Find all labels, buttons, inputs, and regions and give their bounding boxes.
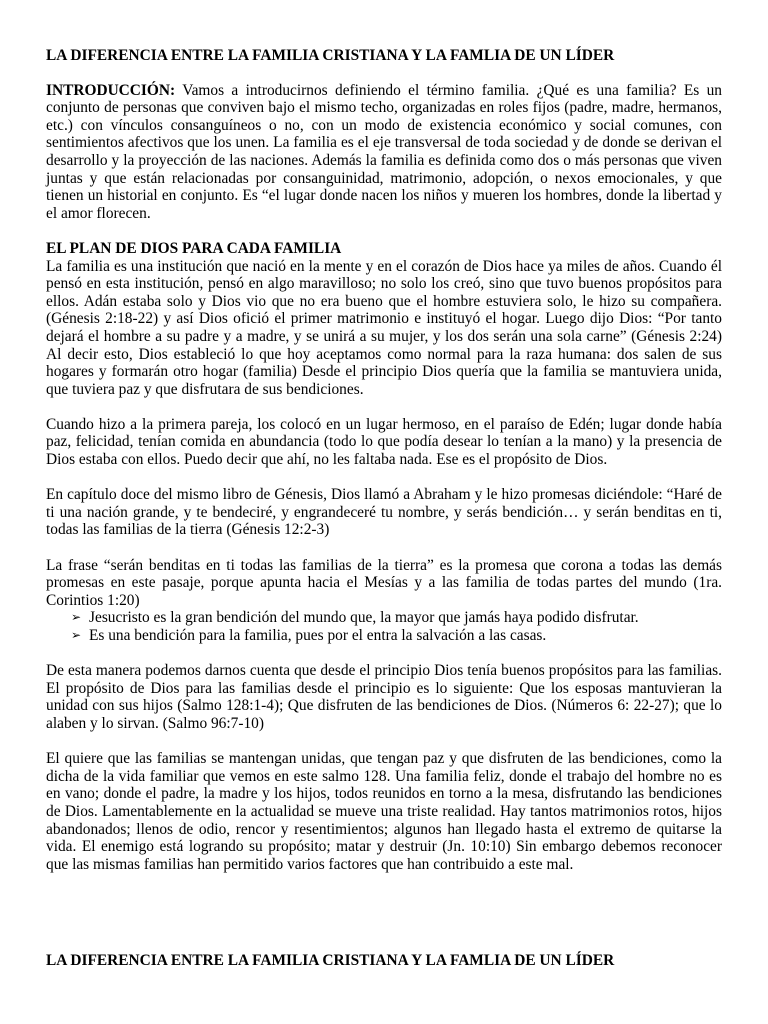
list-item: [46, 609, 722, 627]
paragraph-plan: La familia es una institución que nació en la mente y en el corazón de Dios hace ya miles de años. Cuando él pensó en esta institución, pensó en algo maravilloso; no solo los creó, sino que tuvo buenos propósitos para ellos. Adán estaba solo y Dios vio que no era bueno que el hombre estuviera solo, le hizo su compañera. (Génesis 2:18-22) y así Dios ofició el primer matrimonio e instituyó el hogar. Luego dijo Dios: “Por tanto dejará el hombre a su padre y a madre, y se unirá a su mujer, y los dos serán una sola carne” (Génesis 2:24) Al decir esto, Dios estableció lo que hoy aceptamos como normal para la raza humana: dos salen de sus hogares y formarán otro hogar (familia) Desde el principio Dios quería que la familia se mantuviera unida, que tuviera paz y que disfrutara de sus bendiciones.: [46, 257, 722, 398]
repeated-title: LA DIFERENCIA ENTRE LA FAMILIA CRISTIANA Y LA FAMLIA DE UN LÍDER: [46, 952, 615, 969]
intro-paragraph: [46, 82, 722, 223]
section-title: EL PLAN DE DIOS PARA CADA FAMILIA: [46, 239, 342, 257]
paragraph-eden: Cuando hizo a la primera pareja, los colocó en un lugar hermoso, en el paraíso de Edén; lugar donde había paz, felicidad, tenían comida en abundancia (todo lo que podía desear lo tenían a la mano) y la presencia de Dios estaba con ellos. Puedo decir que ahí, no les faltaba nada. Ese es el propósito de Dios.: [46, 415, 722, 469]
arrowhead-bullet-icon: ➢: [71, 628, 82, 642]
arrowhead-bullet-icon: ➢: [71, 610, 82, 625]
list-item: [46, 627, 722, 645]
intro-text: Vamos a introducirnos definiendo el término familia. ¿Qué es una familia? Es un conjunto de personas que conviven bajo el mismo techo, organizadas en roles fijos (padre, madre, hermanos, etc.) con vínculos consanguíneos o no, con un modo de existencia económico y social comunes, con sentimientos afectivos que los unen. La familia es el eje transversal de toda sociedad y de donde se derivan el desarrollo y la proyección de las naciones. Además la familia es definida como dos o más personas que viven juntas y que están relacionadas por consanguinidad, matrimonio, adopción, o nexos emocionales, y que tienen un historial en conjunto. Es “el lugar donde nacen los niños y mueren los hombres, donde la libertad y el amor florecen.: [46, 81, 722, 222]
bullet-text: Es una bendición para la familia, pues por el entra la salvación a las casas.: [89, 627, 547, 644]
document-page: [46, 47, 722, 891]
bullet-text: Jesucristo es la gran bendición del mundo que, la mayor que jamás haya podido disfrutar.: [89, 609, 639, 627]
document-title: LA DIFERENCIA ENTRE LA FAMILIA CRISTIANA Y LA FAMLIA DE UN LÍDER: [46, 47, 615, 64]
intro-label: INTRODUCCIÓN:: [46, 81, 176, 99]
paragraph-abraham: En capítulo doce del mismo libro de Génesis, Dios llamó a Abraham y le hizo promesas diciéndole: “Haré de ti una nación grande, y te bendeciré, y engrandeceré tu nombre, y serás bendición… y serán benditas en ti, todas las familias de la tierra (Génesis 12:2-3): [46, 486, 722, 539]
paragraph-reality: El quiere que las familias se mantengan unidas, que tengan paz y que disfruten de las bendiciones, como la dicha de la vida familiar que vemos en este salmo 128. Una familia feliz, donde el trabajo del hombre no es en vano; donde el padre, la madre y los hijos, todos reunidos en torno a la mesa, disfrutando las bendiciones de Dios. Lamentablemente en la actualidad se mueve una triste realidad. Hay tantos matrimonios rotos, hijos abandonados; llenos de odio, rencor y resentimientos; algunos han llegado hasta el extremo de quitarse la vida. El enemigo está logrando su propósito; matar y destruir (Jn. 10:10) Sin embargo debemos reconocer que las mismas familias han permitido varios factores que han contribuido a este mal.: [46, 750, 722, 873]
bullet-list: [46, 609, 722, 644]
paragraph-promise: La frase “serán benditas en ti todas las familias de la tierra” es la promesa que corona a todas las demás promesas en este pasaje, porque apunta hacia el Mesías y a las familia de todas partes del mundo (1ra. Corintios 1:20): [46, 556, 722, 609]
paragraph-purposes: De esta manera podemos darnos cuenta que desde el principio Dios tenía buenos propósitos para las familias. El propósito de Dios para las familias desde el principio es lo siguiente: Que los esposas mantuvieran la unidad con sus hijos (Salmo 128:1-4); Que disfruten de las bendiciones de Dios. (Números 6: 22-27); que lo alaben y lo sirvan. (Salmo 96:7-10): [46, 662, 722, 732]
